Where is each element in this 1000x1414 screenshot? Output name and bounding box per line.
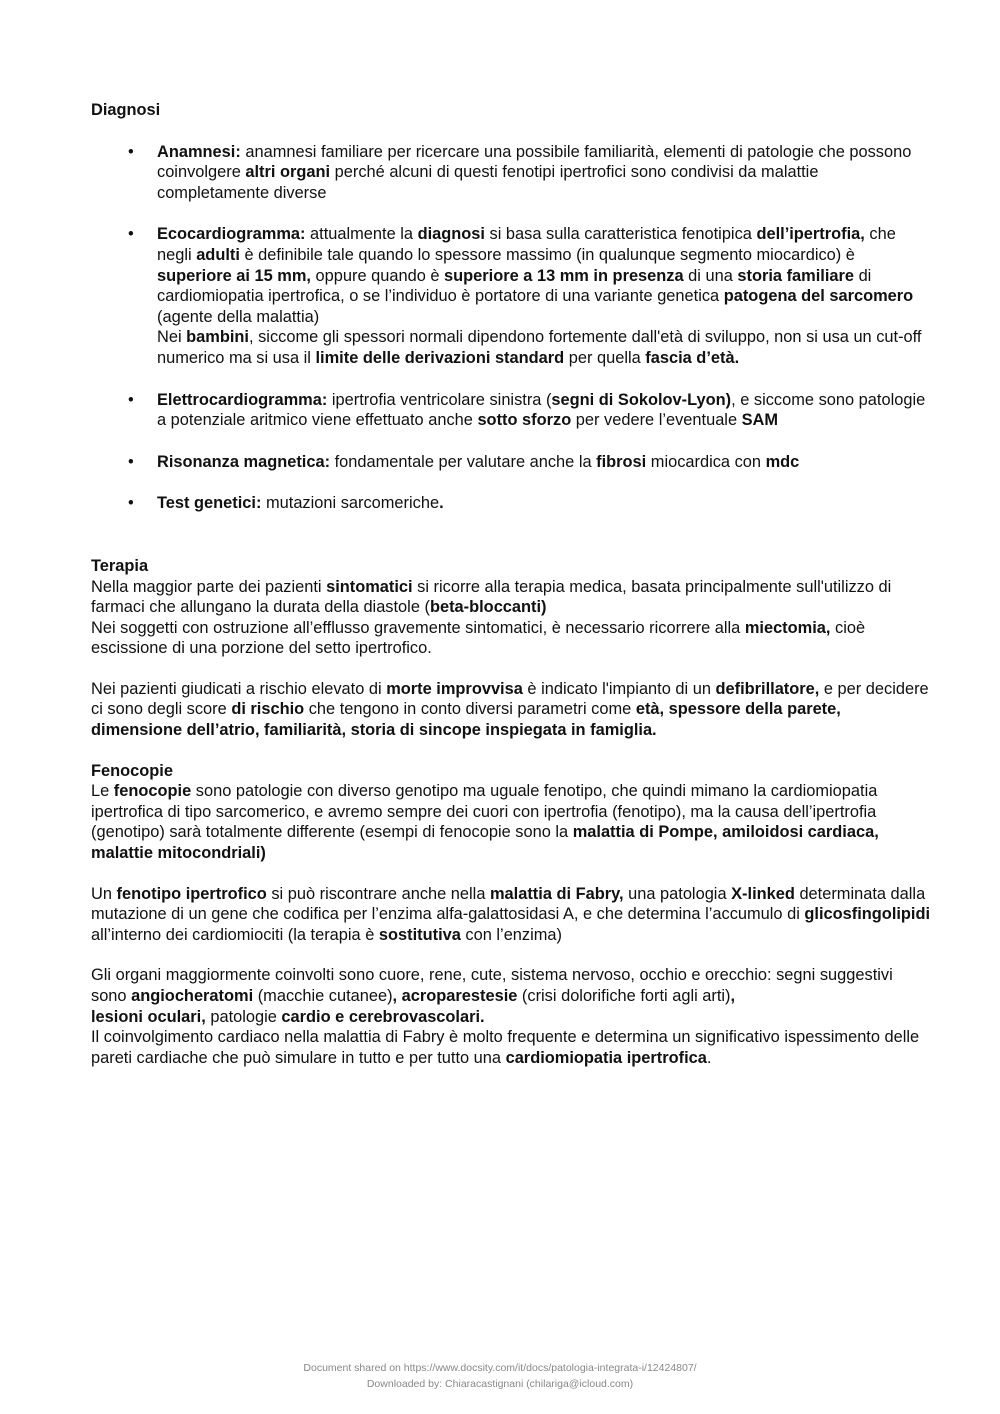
- bold-text: X-linked: [731, 884, 795, 903]
- bullet-icon: •: [128, 494, 134, 513]
- text-run: Le: [91, 782, 114, 801]
- text-run: cioè escissione di una porzione del setto ipertrofico.: [91, 618, 866, 658]
- bullet-icon: •: [128, 452, 134, 471]
- diagnosi-title: Diagnosi: [91, 101, 161, 119]
- bold-text: sintomatici: [326, 577, 413, 596]
- text-run: determinata dalla mutazione di un gene che codifica per l’enzima alfa-galattosidasi A, e che determina l’accumulo di: [91, 884, 926, 924]
- bold-text: di rischio: [231, 700, 305, 719]
- text-run: anamnesi familiare per ricercare una possibile familiarità, elementi di patologie che possono coinvolgere: [157, 142, 912, 182]
- diagnosi-item-text: [157, 452, 931, 473]
- text-run: per vedere l’eventuale: [571, 411, 742, 430]
- text-run: Nei soggetti con ostruzione all’efflusso gravemente sintomatici, è necessario ricorrere alla: [91, 618, 745, 637]
- text-run: Il coinvolgimento cardiaco nella malattia di Fabry è molto frequente e determina un significativo ispessimento delle pareti cardiache che può simulare in tutto e per tutto una: [91, 1028, 920, 1067]
- bold-text: glicosfingolipidi: [804, 905, 931, 924]
- fenocopie-paragraph-1: [91, 781, 931, 863]
- text-run: Nei pazienti giudicati a rischio elevato di: [91, 679, 387, 698]
- text-run: Nei: [157, 328, 187, 347]
- bold-text: Test genetici:: [157, 494, 262, 513]
- text-run: una patologia: [623, 884, 732, 903]
- text-run: Nella maggior parte dei pazienti: [91, 577, 327, 596]
- diagnosi-item-test-genetici: [91, 493, 931, 514]
- bold-text: Anamnesi:: [157, 142, 241, 161]
- bold-text: limite delle derivazioni standard: [315, 348, 565, 367]
- bold-text: altri organi: [245, 163, 331, 182]
- text-run: (macchie cutanee): [253, 987, 393, 1005]
- text-run: è indicato l'impianto di un: [522, 679, 716, 698]
- text-run: si ricorre alla terapia medica, basata principalmente sull'utilizzo di farmaci che allungano la durata della diastole (: [91, 577, 892, 617]
- bold-text: angiocheratomi: [131, 987, 254, 1005]
- text-run: che negli: [157, 225, 896, 264]
- fenocopie-paragraph-3: [91, 965, 931, 1068]
- text-run: è definibile tale quando lo spessore massimo (in qualunque segmento miocardico) è: [239, 245, 855, 264]
- bold-text: mdc: [765, 452, 800, 471]
- bold-text: Ecocardiogramma:: [157, 225, 306, 244]
- bold-text: lesioni oculari,: [91, 1007, 206, 1026]
- bold-text: morte improvvisa: [386, 679, 523, 698]
- bold-text: Elettrocardiogramma:: [157, 390, 328, 409]
- bold-text: .: [439, 494, 444, 513]
- document-page: [91, 100, 931, 1068]
- text-run: attualmente la: [305, 225, 418, 244]
- bullet-icon: •: [128, 142, 134, 161]
- bold-text: sostitutiva: [378, 925, 461, 944]
- diagnosi-item-text: [157, 390, 931, 431]
- bold-text: fenocopie: [113, 782, 192, 801]
- bold-text: patogena del sarcomero: [723, 287, 914, 306]
- bold-text: segni di Sokolov-Lyon): [551, 390, 732, 409]
- text-run: (agente della malattia): [157, 307, 320, 326]
- bold-text: diagnosi: [417, 225, 485, 244]
- text-run: miocardica con: [646, 452, 766, 471]
- terapia-title: Terapia: [91, 556, 149, 575]
- bold-text: fibrosi: [596, 452, 647, 471]
- diagnosi-item-anamnesi: [91, 142, 931, 204]
- fenocopie-title: Fenocopie: [91, 761, 173, 780]
- bold-text: beta-bloccanti): [429, 598, 547, 617]
- bold-text: bambini: [186, 328, 249, 347]
- text-run: che tengono in conto diversi parametri come: [304, 700, 636, 719]
- text-run: di cardiomiopatia ipertrofica, o se l’individuo è portatore di una variante genetica: [157, 266, 872, 306]
- text-run: mutazioni sarcomeriche: [261, 494, 440, 513]
- bold-text: dell’ipertrofia,: [756, 225, 865, 244]
- text-run: perché alcuni di questi fenotipi ipertrofici sono condivisi da malattie completamente diverse: [157, 163, 819, 202]
- bold-text: Risonanza magnetica:: [157, 452, 331, 471]
- text-run: Un: [91, 884, 117, 903]
- bold-text: adulti: [196, 245, 240, 264]
- text-run: si può riscontrare anche nella: [266, 884, 490, 903]
- text-run: e per decidere ci sono degli score: [91, 679, 929, 719]
- bold-text: età, spessore della parete, dimensione dell’atrio, familiarità, storia di sincope inspiegata in famiglia.: [91, 700, 841, 740]
- fenocopie-paragraph-2: [91, 884, 931, 946]
- diagnosi-item-ecocardiogramma: [91, 224, 931, 368]
- bold-text: fascia d’età.: [645, 348, 740, 367]
- bold-text: fenotipo ipertrofico: [116, 884, 267, 903]
- terapia-paragraph-2: [91, 679, 931, 741]
- text-run: per quella: [564, 348, 646, 367]
- bold-text: superiore ai 15 mm,: [157, 266, 311, 285]
- diagnosi-item-text: [157, 224, 931, 368]
- text-run: .: [706, 1048, 712, 1067]
- bullet-icon: •: [128, 390, 134, 409]
- diagnosi-item-text: [157, 493, 931, 514]
- text-run: sono patologie con diverso genotipo ma uguale fenotipo, che quindi mimano la cardiomiopatia ipertrofica di tipo sarcomerico, e avremo sempre dei cuori con ipertrofia (fenotipo), ma la causa dell’ipertrofia (genotipo) sarà totalmente differente (esempi di fenocopie sono la: [91, 782, 878, 842]
- bold-text: cardio e cerebrovascolari.: [281, 1007, 485, 1026]
- text-run: , e siccome sono patologie a potenziale aritmico viene effettuato anche: [157, 390, 926, 430]
- text-run: oppure quando è: [310, 266, 445, 285]
- text-run: Gli organi maggiormente coinvolti sono cuore, rene, cute, sistema nervoso, occhio e orecchio: segni suggestivi sono: [91, 966, 893, 1005]
- text-run: di una: [683, 266, 738, 285]
- bold-text: superiore a 13 mm in presenza: [444, 266, 684, 285]
- diagnosi-item-risonanza: [91, 452, 931, 473]
- bold-text: , acroparestesie: [392, 987, 518, 1005]
- text-run: con l’enzima): [460, 925, 562, 944]
- text-run: patologie: [205, 1007, 282, 1026]
- bold-text: storia familiare: [737, 266, 855, 285]
- footer-downloaded-by: Downloaded by: Chiaracastignani (chilariga@icloud.com): [366, 1378, 634, 1390]
- text-run: si basa sulla caratteristica fenotipica: [484, 225, 757, 244]
- bold-text: ,: [730, 987, 736, 1005]
- bold-text: malattia di Fabry,: [489, 884, 624, 903]
- bold-text: sotto sforzo: [477, 411, 572, 430]
- diagnosi-item-text: [157, 142, 931, 204]
- bold-text: malattia di Pompe, amiloidosi cardiaca, malattie mitocondriali): [91, 823, 879, 863]
- terapia-paragraph-1: [91, 577, 931, 659]
- bold-text: cardiomiopatia ipertrofica: [505, 1048, 707, 1067]
- bold-text: miectomia,: [744, 618, 831, 637]
- text-run: , siccome gli spessori normali dipendono fortemente dall'età di sviluppo, non si usa un cut-off numerico ma si usa il: [157, 328, 922, 367]
- diagnosi-item-elettrocardiogramma: [91, 390, 931, 431]
- footer-shared-link: Document shared on https://www.docsity.com/it/docs/patologia-integrata-i/12424807/: [303, 1362, 697, 1374]
- bold-text: SAM: [741, 411, 779, 430]
- text-run: (crisi dolorifiche forti agli arti): [517, 987, 731, 1005]
- text-run: all’interno dei cardiomiociti (la terapia è: [91, 925, 379, 944]
- diagnosi-list: [91, 142, 931, 514]
- text-run: ipertrofia ventricolare sinistra (: [327, 390, 552, 409]
- text-run: fondamentale per valutare anche la: [330, 452, 597, 471]
- bullet-icon: •: [128, 225, 134, 244]
- bold-text: defibrillatore,: [715, 679, 820, 698]
